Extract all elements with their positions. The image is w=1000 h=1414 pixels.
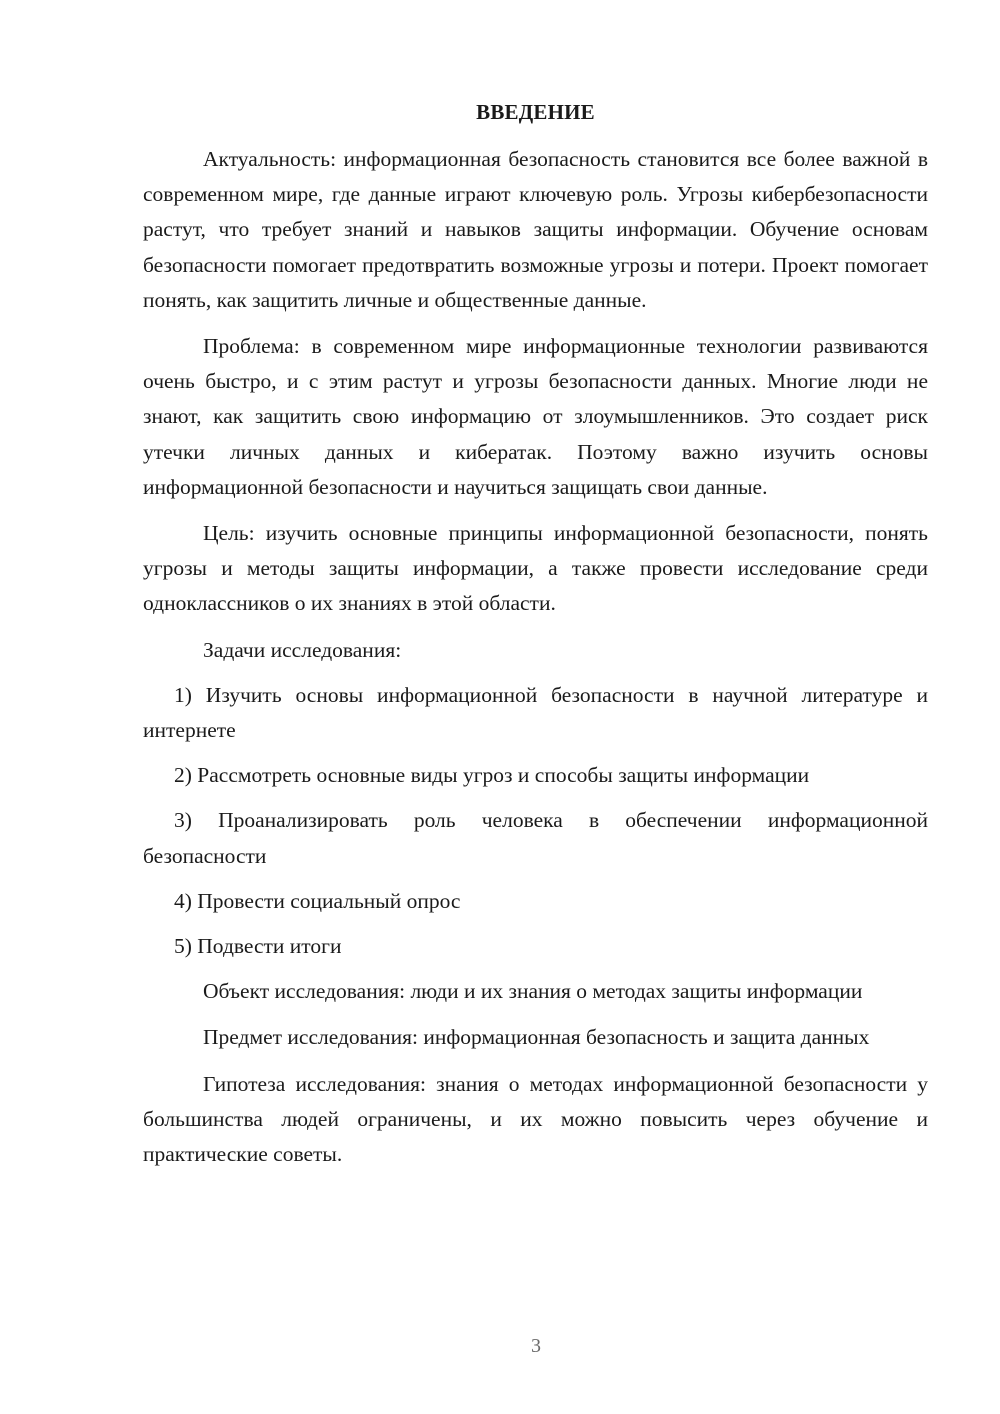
task-item-1: 1) Изучить основы информационной безопасности в научной литературе и интернете xyxy=(143,682,928,743)
paragraph-subject: Предмет исследования: информационная безопасность и защита данных xyxy=(203,1025,870,1050)
task-item-5: 5) Подвести итоги xyxy=(174,934,342,959)
paragraph-tasks-heading: Задачи исследования: xyxy=(203,637,402,662)
task-item-3: 3) Проанализировать роль человека в обеспечении информационной безопасности xyxy=(143,808,928,868)
document-page xyxy=(143,95,928,1183)
paragraph-object: Объект исследования: люди и их знания о методах защиты информации xyxy=(203,979,863,1004)
page-title: ВВЕДЕНИЕ xyxy=(476,100,595,124)
paragraph-hypothesis: Гипотеза исследования: знания о методах информационной безопасности у большинства людей ограничены, и их можно повысить через обучение и практические советы. xyxy=(143,1071,928,1167)
page-number: 3 xyxy=(531,1335,541,1357)
paragraph-relevance: Актуальность: информационная безопасность становится все более важной в современном мире, где данные играют ключевую роль. Угрозы кибербезопасности растут, что требует знаний и навыков защиты информации. Обучение основам безопасности помогает предотвратить возможные угрозы и потери. Проект помогает понять, как защитить личные и общественные данные. xyxy=(143,147,928,312)
paragraph-goal: Цель: изучить основные принципы информационной безопасности, понять угрозы и методы защиты информации, а также провести исследование среди одноклассников о их знаниях в этой области. xyxy=(143,521,928,616)
paragraph-problem: Проблема: в современном мире информационные технологии развиваются очень быстро, и с этим растут и угрозы безопасности данных. Многие люди не знают, как защитить свою информацию от злоумышленников. Это создает риск утечки личных данных и кибератак. Поэтому важно изучить основы информационной безопасности и научиться защищать свои данные. xyxy=(143,334,928,499)
task-item-4: 4) Провести социальный опрос xyxy=(174,888,461,913)
task-item-2: 2) Рассмотреть основные виды угроз и способы защиты информации xyxy=(174,763,810,788)
